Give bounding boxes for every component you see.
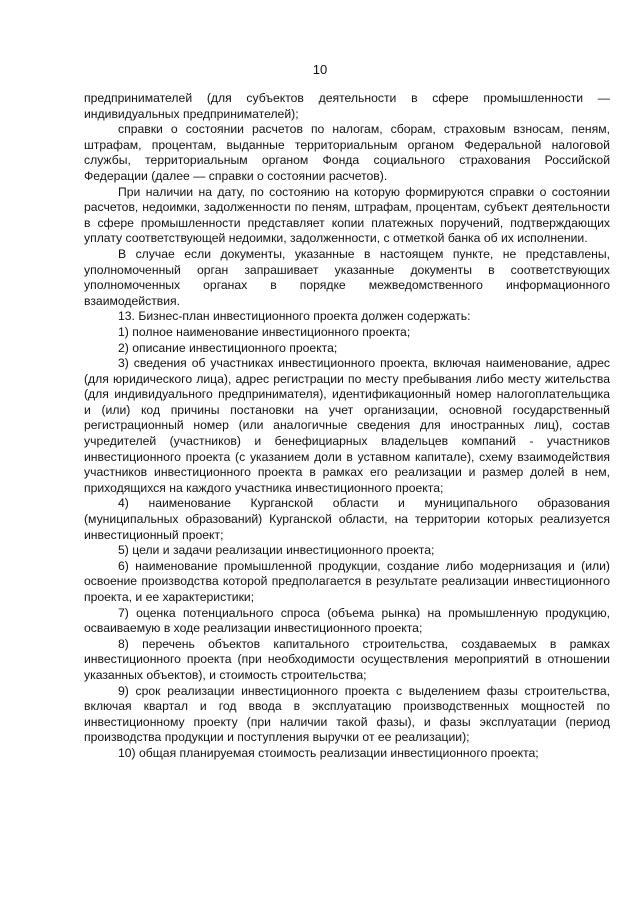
paragraph: предпринимателей (для субъектов деятельности в сфере промышленности — индивидуальных предпринимателей); [84, 91, 610, 121]
paragraph: При наличии на дату, по состоянию на которую формируются справки о состоянии расчетов, недоимки, задолженности по пеням, штрафам, процентам, субъект деятельности в сфере промышленности представляет копии платежных поручений, подтверждающих уплату соответствующей недоимки, задолженности, с отметкой банка об их исполнении. [84, 184, 610, 246]
paragraph: 5) цели и задачи реализации инвестиционного проекта; [118, 543, 435, 558]
paragraph: 13. Бизнес-план инвестиционного проекта должен содержать: [118, 309, 471, 324]
paragraph: 3) сведения об участниках инвестиционного проекта, включая наименование, адрес (для юридического лица), адрес регистрации по месту пребывания либо месту жительства (для индивидуального предпринимателя), идентификационный номер налогоплательщика и (или) код причины постановки на учет организации, основной государственный регистрационный номер (или аналогичные сведения для иностранных лиц), состав учредителей (участников) и бенефициарных владельцев компаний - участников инвестиционного проекта (с указанием доли в уставном капитале), схему взаимодействия участников инвестиционного проекта в рамках его реализации и размер долей в нем, приходящихся на каждого участника инвестиционного проекта; [84, 356, 610, 495]
paragraph: справки о состоянии расчетов по налогам, сборам, страховым взносам, пеням, штрафам, процентам, выданные территориальным органом Федеральной налоговой службы, территориальным органом Фонда социального страхования Российской Федерации (далее — справки о состоянии расчетов). [84, 122, 610, 183]
paragraph: 1) полное наименование инвестиционного проекта; [118, 324, 411, 339]
paragraph: 6) наименование промышленной продукции, создание либо модернизация и (или) освоение производства которой предполагается в результате реализации инвестиционного проекта, и ее характеристики; [84, 558, 610, 604]
paragraph: 7) оценка потенциального спроса (объема рынка) на промышленную продукцию, осваиваемую в ходе реализации инвестиционного проекта; [84, 605, 610, 636]
paragraph: 10) общая планируемая стоимость реализации инвестиционного проекта; [118, 745, 539, 760]
paragraph: 2) описание инвестиционного проекта; [118, 340, 338, 355]
paragraph: 4) наименование Курганской области и муниципального образования (муниципальных образований) Курганской области, на территории которых реализуется инвестиционный проект; [84, 496, 610, 542]
paragraph: 8) перечень объектов капитального строительства, создаваемых в рамках инвестиционного проекта (при необходимости осуществления мероприятий в отношении указанных объектов), и стоимость строительства; [84, 636, 610, 682]
paragraph: 9) срок реализации инвестиционного проекта с выделением фазы строительства, включая квартал и год ввода в эксплуатацию производственных мощностей по инвестиционному проекту (при наличии такой фазы), и фазы эксплуатации (период производства продукции и поступления выручки от ее реализации); [84, 683, 610, 745]
document-body [84, 91, 610, 762]
paragraph: В случае если документы, указанные в настоящем пункте, не представлены, уполномоченный орган запрашивает указанные документы в соответствующих уполномоченных органах в порядке межведомственного информационного взаимодействия. [84, 246, 610, 308]
page-number: 10 [312, 62, 328, 77]
